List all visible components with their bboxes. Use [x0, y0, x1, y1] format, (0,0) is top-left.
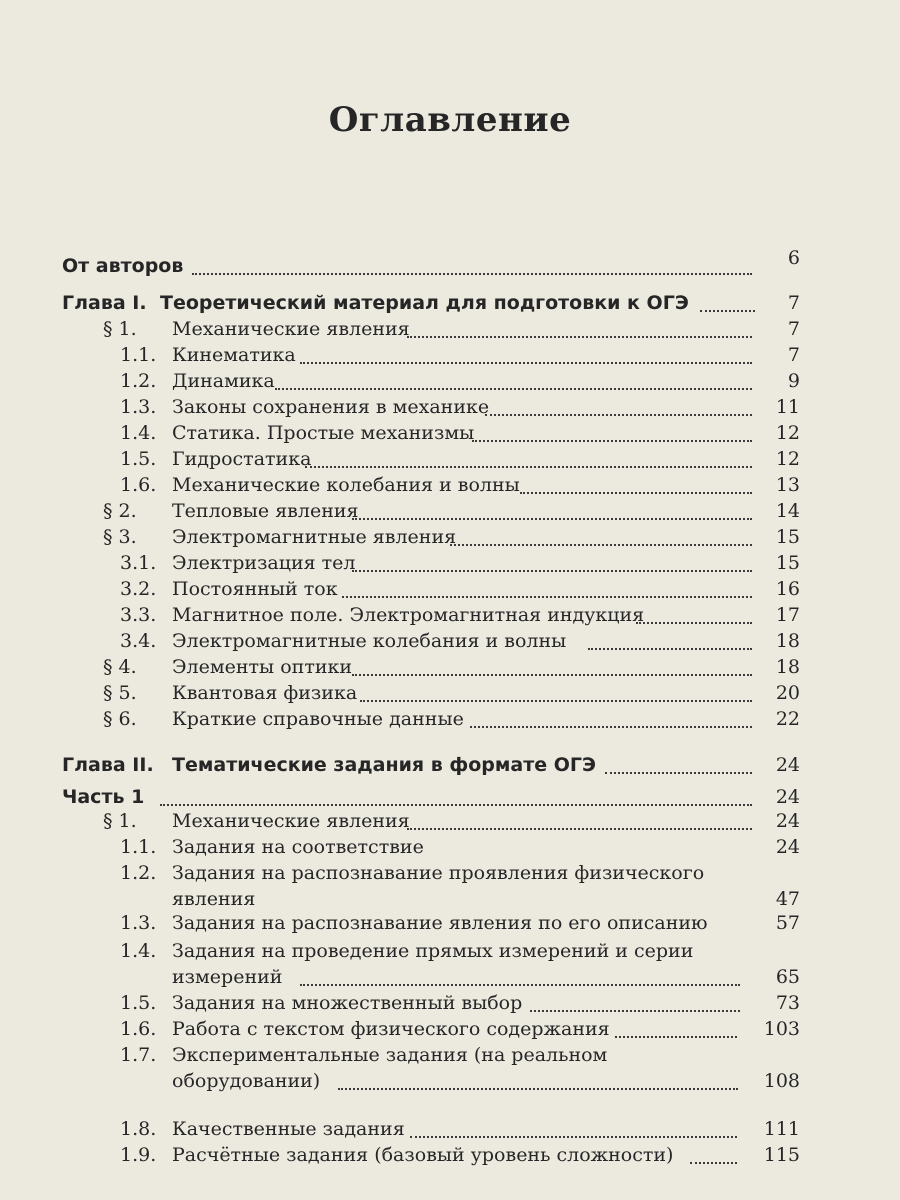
toc-entry-number: 3.2.: [120, 578, 157, 600]
toc-page-number: 57: [775, 912, 800, 934]
toc-entry-chapter-1: [0, 290, 900, 316]
toc-entry-title: Законы сохранения в механике: [172, 396, 490, 418]
toc-entry: [0, 1042, 900, 1094]
toc-entry: [0, 602, 900, 628]
dot-leader: [300, 981, 740, 986]
toc-entry-number: § 3.: [103, 526, 137, 548]
dot-leader: [470, 723, 752, 728]
toc-chapter-number: Глава I.: [62, 292, 147, 314]
dot-leader: [530, 1007, 740, 1012]
toc-page-number: 14: [775, 500, 800, 522]
toc-entry-number: 1.5.: [120, 992, 157, 1014]
toc-entry-title: Качественные задания: [172, 1118, 405, 1140]
toc-entry-title: Постоянный ток: [172, 578, 338, 600]
toc-entry-title: Механические явления: [172, 810, 410, 832]
dot-leader: [342, 593, 752, 598]
toc-entry-part-1: [0, 784, 900, 810]
toc-entry: [0, 654, 900, 680]
toc-entry: [0, 834, 900, 860]
toc-page-number: 15: [775, 526, 800, 548]
toc-entry: [0, 628, 900, 654]
toc-entry-title-cont: измерений: [172, 966, 283, 988]
toc-entry-title: Гидростатика: [172, 448, 312, 470]
toc-entry: [0, 368, 900, 394]
dot-leader: [520, 489, 752, 494]
toc-page-number: 7: [787, 318, 800, 340]
toc-entry-title: Квантовая физика: [172, 682, 358, 704]
toc-entry-number: 1.5.: [120, 448, 157, 470]
toc-entry-from-authors: [0, 247, 900, 279]
toc-entry: [0, 860, 900, 912]
dot-leader: [407, 825, 752, 830]
toc-page-number: 22: [775, 708, 800, 730]
toc-entry-number: 1.3.: [120, 912, 157, 934]
toc-entry-title: Задания на проведение прямых измерений и серии: [172, 940, 694, 962]
dot-leader: [450, 541, 752, 546]
toc-entry-number: 1.9.: [120, 1144, 157, 1166]
toc-entry: [0, 990, 900, 1016]
toc-page-number: 20: [775, 682, 800, 704]
dot-leader: [160, 801, 752, 806]
dot-leader: [615, 1033, 737, 1038]
toc-entry-title-cont: явления: [172, 888, 256, 910]
toc-page-number: 65: [775, 966, 800, 988]
toc-entry-title: Кинематика: [172, 344, 296, 366]
toc-page-number: 12: [775, 448, 800, 470]
toc-page-number: 9: [787, 370, 800, 392]
toc-entry: [0, 1016, 900, 1042]
toc-chapter-number: Глава II.: [62, 754, 154, 776]
dot-leader: [360, 697, 752, 702]
toc-entry: [0, 524, 900, 550]
toc-entry-title: Экспериментальные задания (на реальном: [172, 1044, 608, 1066]
toc-entry-chapter-2: [0, 752, 900, 778]
toc-entry-number: 1.1.: [120, 344, 157, 366]
toc-page-number: 115: [763, 1144, 800, 1166]
toc-entry-number: 1.4.: [120, 422, 157, 444]
toc-page-number: 6: [787, 247, 800, 269]
toc-entry-number: § 2.: [103, 500, 137, 522]
dot-leader: [192, 270, 752, 275]
toc-page-number: 24: [775, 786, 800, 808]
dot-leader: [407, 333, 752, 338]
toc-entry: [0, 680, 900, 706]
toc-entry-number: 1.2.: [120, 370, 157, 392]
toc-entry-title: Расчётные задания (базовый уровень сложности): [172, 1144, 674, 1166]
toc-part-title: Часть 1: [62, 786, 145, 808]
toc-entry: [0, 342, 900, 368]
toc-page-number: 15: [775, 552, 800, 574]
dot-leader: [485, 411, 752, 416]
toc-entry-number: 1.6.: [120, 1018, 157, 1040]
toc-entry: [0, 420, 900, 446]
toc-entry-title: Механические колебания и волны: [172, 474, 520, 496]
toc-entry-title: Задания на распознавание проявления физического: [172, 862, 705, 884]
dot-leader: [410, 1133, 737, 1138]
toc-page-number: 24: [775, 836, 800, 858]
toc-entry-number: § 6.: [103, 708, 137, 730]
toc-entry-title: Элементы оптики: [172, 656, 353, 678]
toc-page-number: 108: [763, 1070, 800, 1092]
toc-entry-number: 3.1.: [120, 552, 157, 574]
toc-entry: [0, 938, 900, 990]
toc-entry-number: § 5.: [103, 682, 137, 704]
toc-entry: [0, 446, 900, 472]
toc-page-number: 12: [775, 422, 800, 444]
dot-leader: [636, 619, 752, 624]
toc-entry-title: Задания на множественный выбор: [172, 992, 523, 1014]
dot-leader: [305, 463, 752, 468]
toc-page-number: 47: [775, 888, 800, 910]
toc-entry: [0, 394, 900, 420]
dot-leader: [605, 769, 752, 774]
toc-entry-title: Тепловые явления: [172, 500, 359, 522]
toc-entry-number: § 1.: [103, 318, 137, 340]
toc-entry-number: § 4.: [103, 656, 137, 678]
toc-entry-title: Электромагнитные колебания и волны: [172, 630, 567, 652]
dot-leader: [588, 645, 752, 650]
dot-leader: [690, 1159, 737, 1164]
toc-page-number: 18: [775, 630, 800, 652]
toc-entry: [0, 576, 900, 602]
toc-entry-title: Магнитное поле. Электромагнитная индукция: [172, 604, 645, 626]
toc-entry: [0, 472, 900, 498]
toc-entry-number: 1.2.: [120, 862, 157, 884]
toc-entry-number: 1.8.: [120, 1118, 157, 1140]
dot-leader: [352, 671, 752, 676]
toc-entry: [0, 910, 900, 936]
toc-entry-number: § 1.: [103, 810, 137, 832]
toc-entry-number: 1.7.: [120, 1044, 157, 1066]
toc-page-number: 24: [775, 754, 800, 776]
toc-entry-title-cont: оборудовании): [172, 1070, 321, 1092]
toc-entry-number: 1.3.: [120, 396, 157, 418]
toc-entry-number: 3.3.: [120, 604, 157, 626]
toc-entry-title: Краткие справочные данные: [172, 708, 464, 730]
dot-leader: [352, 515, 752, 520]
toc-entry: [0, 808, 900, 834]
toc-entry-title: Задания на соответствие: [172, 836, 424, 858]
toc-page-number: 111: [763, 1118, 800, 1140]
toc-page-number: 17: [775, 604, 800, 626]
toc-chapter-title: Теоретический материал для подготовки к ОГЭ: [160, 292, 689, 314]
toc-entry-title: Электромагнитные явления: [172, 526, 457, 548]
toc-page-number: 18: [775, 656, 800, 678]
dot-leader: [472, 437, 752, 442]
toc-entry: [0, 550, 900, 576]
toc-entry: [0, 706, 900, 732]
toc-page-number: 7: [787, 292, 800, 314]
toc-entry-title: Электризация тел: [172, 552, 356, 574]
toc-page-number: 16: [775, 578, 800, 600]
toc-entry-title: Динамика: [172, 370, 275, 392]
dot-leader: [338, 1085, 738, 1090]
toc-entry-title: Задания на распознавание явления по его описанию: [172, 912, 708, 934]
toc-entry-title: Работа с текстом физического содержания: [172, 1018, 610, 1040]
toc-entry: [0, 498, 900, 524]
toc-page-number: 24: [775, 810, 800, 832]
toc-entry-number: 1.6.: [120, 474, 157, 496]
toc-page-number: 7: [787, 344, 800, 366]
dot-leader: [275, 385, 752, 390]
toc-entry: [0, 1142, 900, 1168]
toc-entry-number: 3.4.: [120, 630, 157, 652]
toc-entry: [0, 1116, 900, 1142]
toc-page-number: 103: [763, 1018, 800, 1040]
toc-page-number: 13: [775, 474, 800, 496]
toc-entry-title: От авторов: [62, 255, 184, 277]
toc-entry-number: 1.4.: [120, 940, 157, 962]
page-title: Оглавление: [328, 100, 572, 140]
toc-entry-number: 1.1.: [120, 836, 157, 858]
toc-entry: [0, 316, 900, 342]
toc-entry-title: Механические явления: [172, 318, 410, 340]
dot-leader: [300, 359, 752, 364]
toc-entry-title: Статика. Простые механизмы: [172, 422, 475, 444]
toc-chapter-title: Тематические задания в формате ОГЭ: [172, 754, 596, 776]
dot-leader: [352, 567, 752, 572]
toc-page-number: 73: [775, 992, 800, 1014]
toc-page-number: 11: [775, 396, 800, 418]
